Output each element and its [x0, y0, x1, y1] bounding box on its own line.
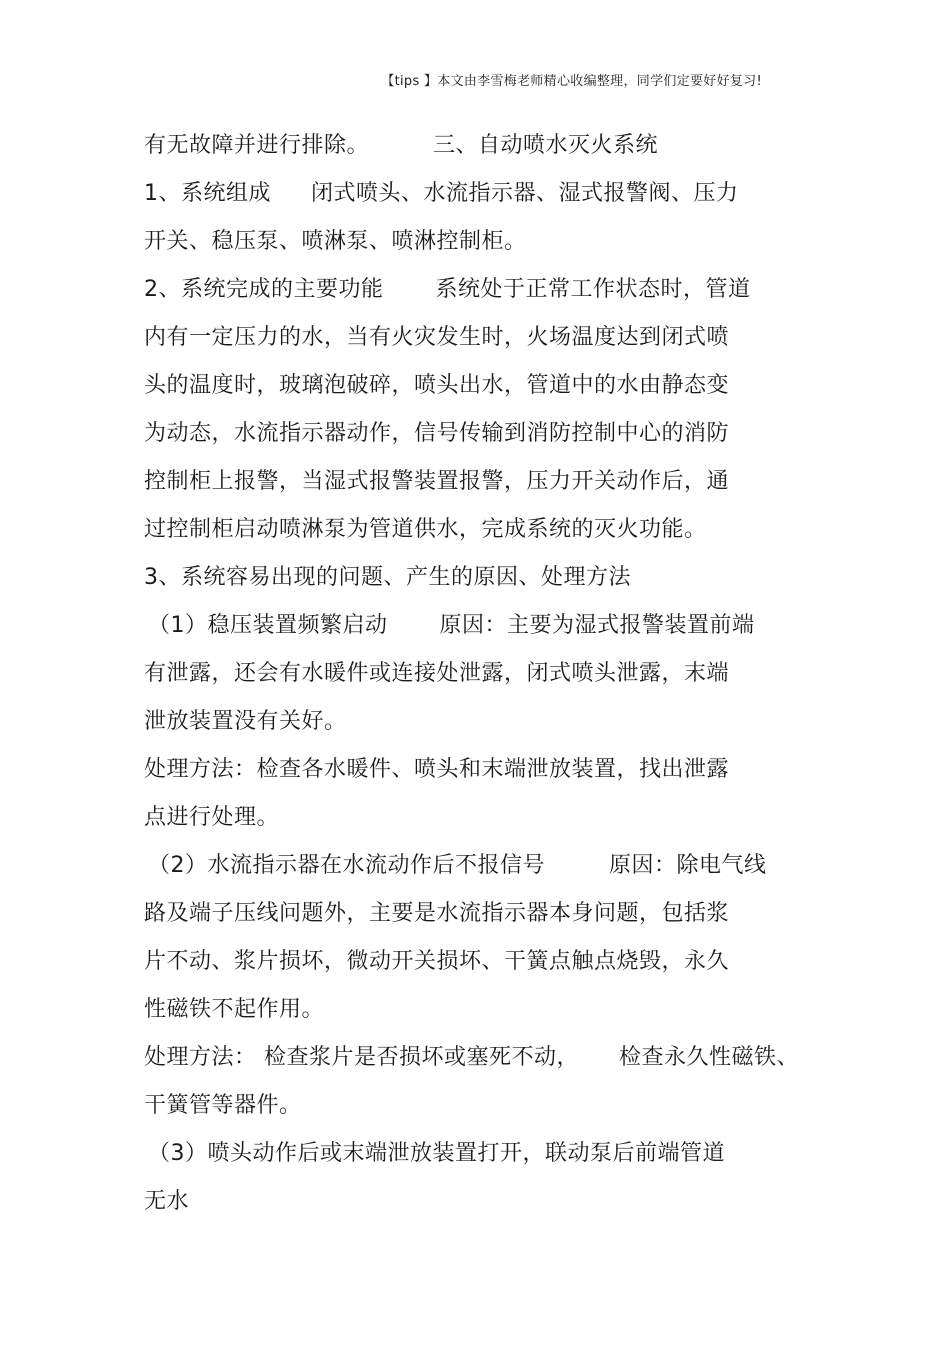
- text-line-15-a: 点进行处理。: [144, 805, 280, 830]
- text-line-9-a: 过控制柜启动喷淋泵为管道供水，完成系统的灭火功能。: [144, 517, 707, 542]
- text-line-4-b: 系统处于正常工作状态时，管道: [435, 277, 751, 302]
- text-line-6-a: 头的温度时，玻璃泡破碎，喷头出水，管道中的水由静态变: [144, 373, 730, 398]
- text-line-20: [144, 1038, 804, 1086]
- text-line-16: [144, 846, 804, 894]
- text-line-6: [144, 366, 804, 414]
- text-line-14-a: 处理方法：检查各水暖件、喷头和末端泄放装置，找出泄露: [144, 757, 730, 782]
- text-line-18-a: 片不动、浆片损坏，微动开关损坏、干簧点触点烧毁，永久: [144, 949, 730, 974]
- text-line-11: [144, 606, 804, 654]
- section-heading-3: 三、自动喷水灭火系统: [433, 133, 659, 158]
- text-line-14: [144, 750, 804, 798]
- text-line-16-b: 原因：除电气线: [609, 853, 767, 878]
- text-line-4-a: 2、系统完成的主要功能: [144, 277, 384, 302]
- text-line-15: [144, 798, 804, 846]
- text-line-8: [144, 462, 804, 510]
- header-tip: 【tips 】本文由李雪梅老师精心收编整理，同学们定要好好复习!: [381, 74, 762, 89]
- text-line-9: [144, 510, 804, 558]
- text-line-8-a: 控制柜上报警，当湿式报警装置报警，压力开关动作后，通: [144, 469, 730, 494]
- text-line-21: [144, 1086, 804, 1134]
- text-line-22: [144, 1134, 804, 1182]
- text-line-18: [144, 942, 804, 990]
- text-line-20-a: 处理方法： 检查浆片是否损坏或塞死不动，: [144, 1045, 579, 1070]
- text-line-11-a: （1）稳压装置频繁启动: [148, 613, 388, 638]
- text-line-21-a: 干簧管等器件。: [144, 1093, 302, 1118]
- text-line-16-a: （2）水流指示器在水流动作后不报信号: [148, 853, 545, 878]
- text-line-10-a: 3、系统容易出现的问题、产生的原因、处理方法: [144, 565, 631, 590]
- text-line-7-a: 为动态，水流指示器动作，信号传输到消防控制中心的消防: [144, 421, 730, 446]
- text-line-2-a: 1、系统组成: [144, 181, 271, 206]
- text-line-1-a: 有无故障并进行排除。: [144, 133, 370, 158]
- text-line-17-a: 路及端子压线问题外，主要是水流指示器本身问题，包括浆: [144, 901, 730, 926]
- text-line-11-b: 原因：主要为湿式报警装置前端: [439, 613, 755, 638]
- text-line-23-a: 无水: [144, 1189, 190, 1214]
- text-line-1: [144, 126, 804, 174]
- text-line-5-a: 内有一定压力的水，当有火灾发生时，火场温度达到闭式喷: [144, 325, 730, 350]
- text-line-4: [144, 270, 804, 318]
- text-line-3-a: 开关、稳压泵、喷淋泵、喷淋控制柜。: [144, 229, 527, 254]
- text-line-20-b: 检查永久性磁铁、: [619, 1045, 800, 1070]
- text-line-2-b: 闭式喷头、水流指示器、湿式报警阀、压力: [311, 181, 739, 206]
- text-line-3: [144, 222, 804, 270]
- text-line-19-a: 性磁铁不起作用。: [144, 997, 325, 1022]
- text-line-10: [144, 558, 804, 606]
- text-line-2: [144, 174, 804, 222]
- text-line-23: [144, 1182, 804, 1230]
- text-line-13: [144, 702, 804, 750]
- text-line-22-a: （3）喷头动作后或末端泄放装置打开，联动泵后前端管道: [148, 1141, 725, 1166]
- text-line-13-a: 泄放装置没有关好。: [144, 709, 347, 734]
- document-body: [144, 126, 804, 1230]
- text-line-7: [144, 414, 804, 462]
- text-line-5: [144, 318, 804, 366]
- text-line-19: [144, 990, 804, 1038]
- text-line-12: [144, 654, 804, 702]
- text-line-12-a: 有泄露，还会有水暖件或连接处泄露，闭式喷头泄露，末端: [144, 661, 730, 686]
- text-line-17: [144, 894, 804, 942]
